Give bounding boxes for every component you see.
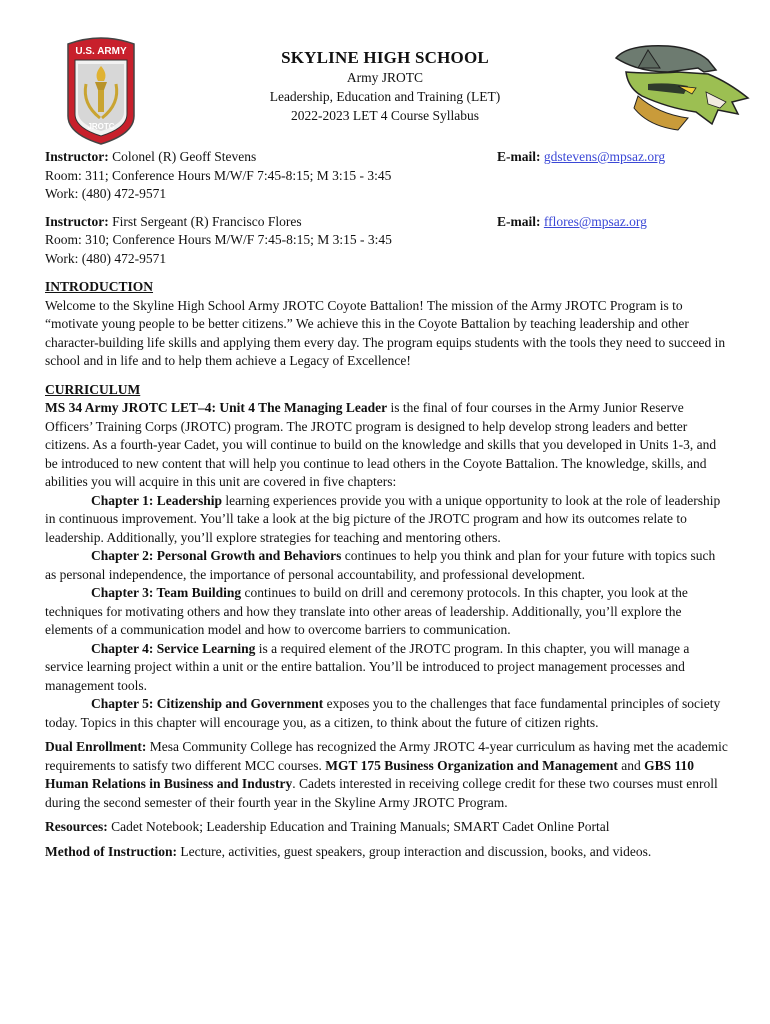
instructor-work-phone: Work: (480) 472-9571 (45, 186, 167, 201)
dual-enrollment-paragraph (45, 738, 729, 812)
resources-paragraph (45, 818, 729, 837)
curriculum-intro (45, 399, 729, 492)
instructor-block (45, 148, 729, 204)
chapter-paragraph (45, 547, 729, 584)
chapter-text: exposes you to the challenges that face fundamental principles of society today. Topics in this chapter will encourage you, as a citizen, to think about the future of citizen rights. (45, 696, 721, 730)
chapter-title: Chapter 5: Citizenship and Government (91, 696, 324, 711)
dual-enrollment-text: Mesa Community College has recognized the Army JROTC 4-year curriculum as having met the academic requirements to satisfy two different MCC courses. (45, 739, 728, 773)
chapter-title: Chapter 4: Service Learning (91, 640, 256, 656)
chapter-paragraph (45, 492, 729, 548)
chapter-text: is a required element of the JROTC program. In this chapter, you will manage a service learning project within a unit or the entire battalion. You’ll be introduced to project management processes and management tools. (45, 640, 690, 693)
instructor-room: Room: 311; Conference Hours M/W/F 7:45-8:15; M 3:15 - 3:45 (45, 167, 392, 183)
conjunction-text: and (617, 757, 645, 773)
course-name: MS 34 Army JROTC LET–4: Unit 4 The Managing Leader (45, 400, 388, 415)
school-name: SKYLINE HIGH SCHOOL (281, 48, 489, 67)
curriculum-intro-text: is the final of four courses in the Army Junior Reserve Officers’ Training Corps (JROTC) program. The JROTC program is designed to help develop strong leaders and better citizens. As a fourth-year Cadet, you will continue to build on the knowledge and skills that you developed in Units 1-3, and be introduced to new content that will help you continue to lead others in the Coyote Battalion. The knowledge, skills, and abilities you will acquire in this unit are covered in five chapters: (45, 400, 717, 489)
chapter-title: Chapter 2: Personal Growth and Behaviors (91, 548, 342, 563)
coyote-mascot-logo (608, 38, 754, 138)
syllabus-body (45, 148, 729, 861)
program-subtitle: Leadership, Education and Training (LET) (269, 89, 501, 104)
instructor-label: Instructor: (45, 149, 109, 164)
dual-enrollment-text-2: . Cadets interested in receiving college credit for these two courses must enroll during the second semester of their fourth year in the Skyline Army JROTC Program. (45, 776, 718, 810)
mcc-course-2: GBS 110 Human Relations in Business and Industry (45, 757, 695, 791)
program-name: Army JROTC (346, 70, 424, 85)
chapter-paragraph (45, 584, 729, 640)
resources-label: Resources: (45, 819, 108, 834)
email-label: E-mail: (497, 149, 541, 164)
chapter-paragraph (45, 640, 729, 696)
logo-top-text: U.S. ARMY (75, 46, 127, 57)
instructor-email-link[interactable]: gdstevens@mpsaz.org (543, 149, 666, 164)
instructor-name: Colonel (R) Geoff Stevens (112, 149, 257, 164)
dual-enrollment-label: Dual Enrollment: (45, 739, 147, 754)
instructor-work-phone: Work: (480) 472-9571 (45, 250, 167, 266)
course-title: 2022-2023 LET 4 Course Syllabus (291, 108, 479, 123)
instructor-email-link[interactable]: fflores@mpsaz.org (543, 213, 647, 229)
method-label: Method of Instruction: (45, 843, 177, 859)
mcc-course-1: MGT 175 Business Organization and Management (325, 757, 618, 773)
army-jrotc-logo (62, 34, 140, 146)
chapter-text: continues to build on drill and ceremony protocols. In this chapter, you look at the techniques for motivating others and how they translate into other areas of leadership. Additionally, you’ll explore the elements of a communication model and how to overcome barriers to communication. (45, 585, 688, 637)
document-header (200, 48, 570, 125)
method-text: Lecture, activities, guest speakers, group interaction and discussion, books, and videos. (177, 843, 652, 859)
instructor-block (45, 213, 729, 269)
curriculum-heading: CURRICULUM (45, 381, 141, 397)
chapter-text: learning experiences provide you with a unique opportunity to look at the role of leadership in continuous improvement. You’ll take a look at the big picture of the JROTC program and how its outcomes relate to leadership. Additionally, you’ll explore strategies for teaching and mentoring others. (45, 492, 721, 545)
introduction-text: Welcome to the Skyline High School Army JROTC Coyote Battalion! The mission of the Army JROTC Program is to “motivate young people to be better citizens.” We achieve this in the Coyote Battalion by teaching leadership and other character-building life skills and applying them every day. The program equips students with the tools they need to succeed in school and in life and to help them achieve a Legacy of Excellence! (45, 297, 726, 368)
email-label: E-mail: (497, 213, 541, 229)
instructor-name: First Sergeant (R) Francisco Flores (112, 213, 302, 229)
instructor-label: Instructor: (45, 213, 109, 229)
instructor-room: Room: 310; Conference Hours M/W/F 7:45-8:15; M 3:15 - 3:45 (45, 232, 392, 247)
chapter-paragraph (45, 695, 729, 732)
resources-text: Cadet Notebook; Leadership Education and Training Manuals; SMART Cadet Online Portal (107, 819, 610, 834)
introduction-heading: INTRODUCTION (45, 279, 154, 294)
logo-bottom-text: JROTC (87, 122, 115, 131)
method-paragraph (45, 843, 729, 862)
chapter-title: Chapter 3: Team Building (91, 585, 242, 600)
chapter-text: continues to help you think and plan for your future with topics such as personal independence, the importance of personal accountability, and professional development. (45, 548, 716, 582)
chapter-title: Chapter 1: Leadership (91, 492, 223, 508)
